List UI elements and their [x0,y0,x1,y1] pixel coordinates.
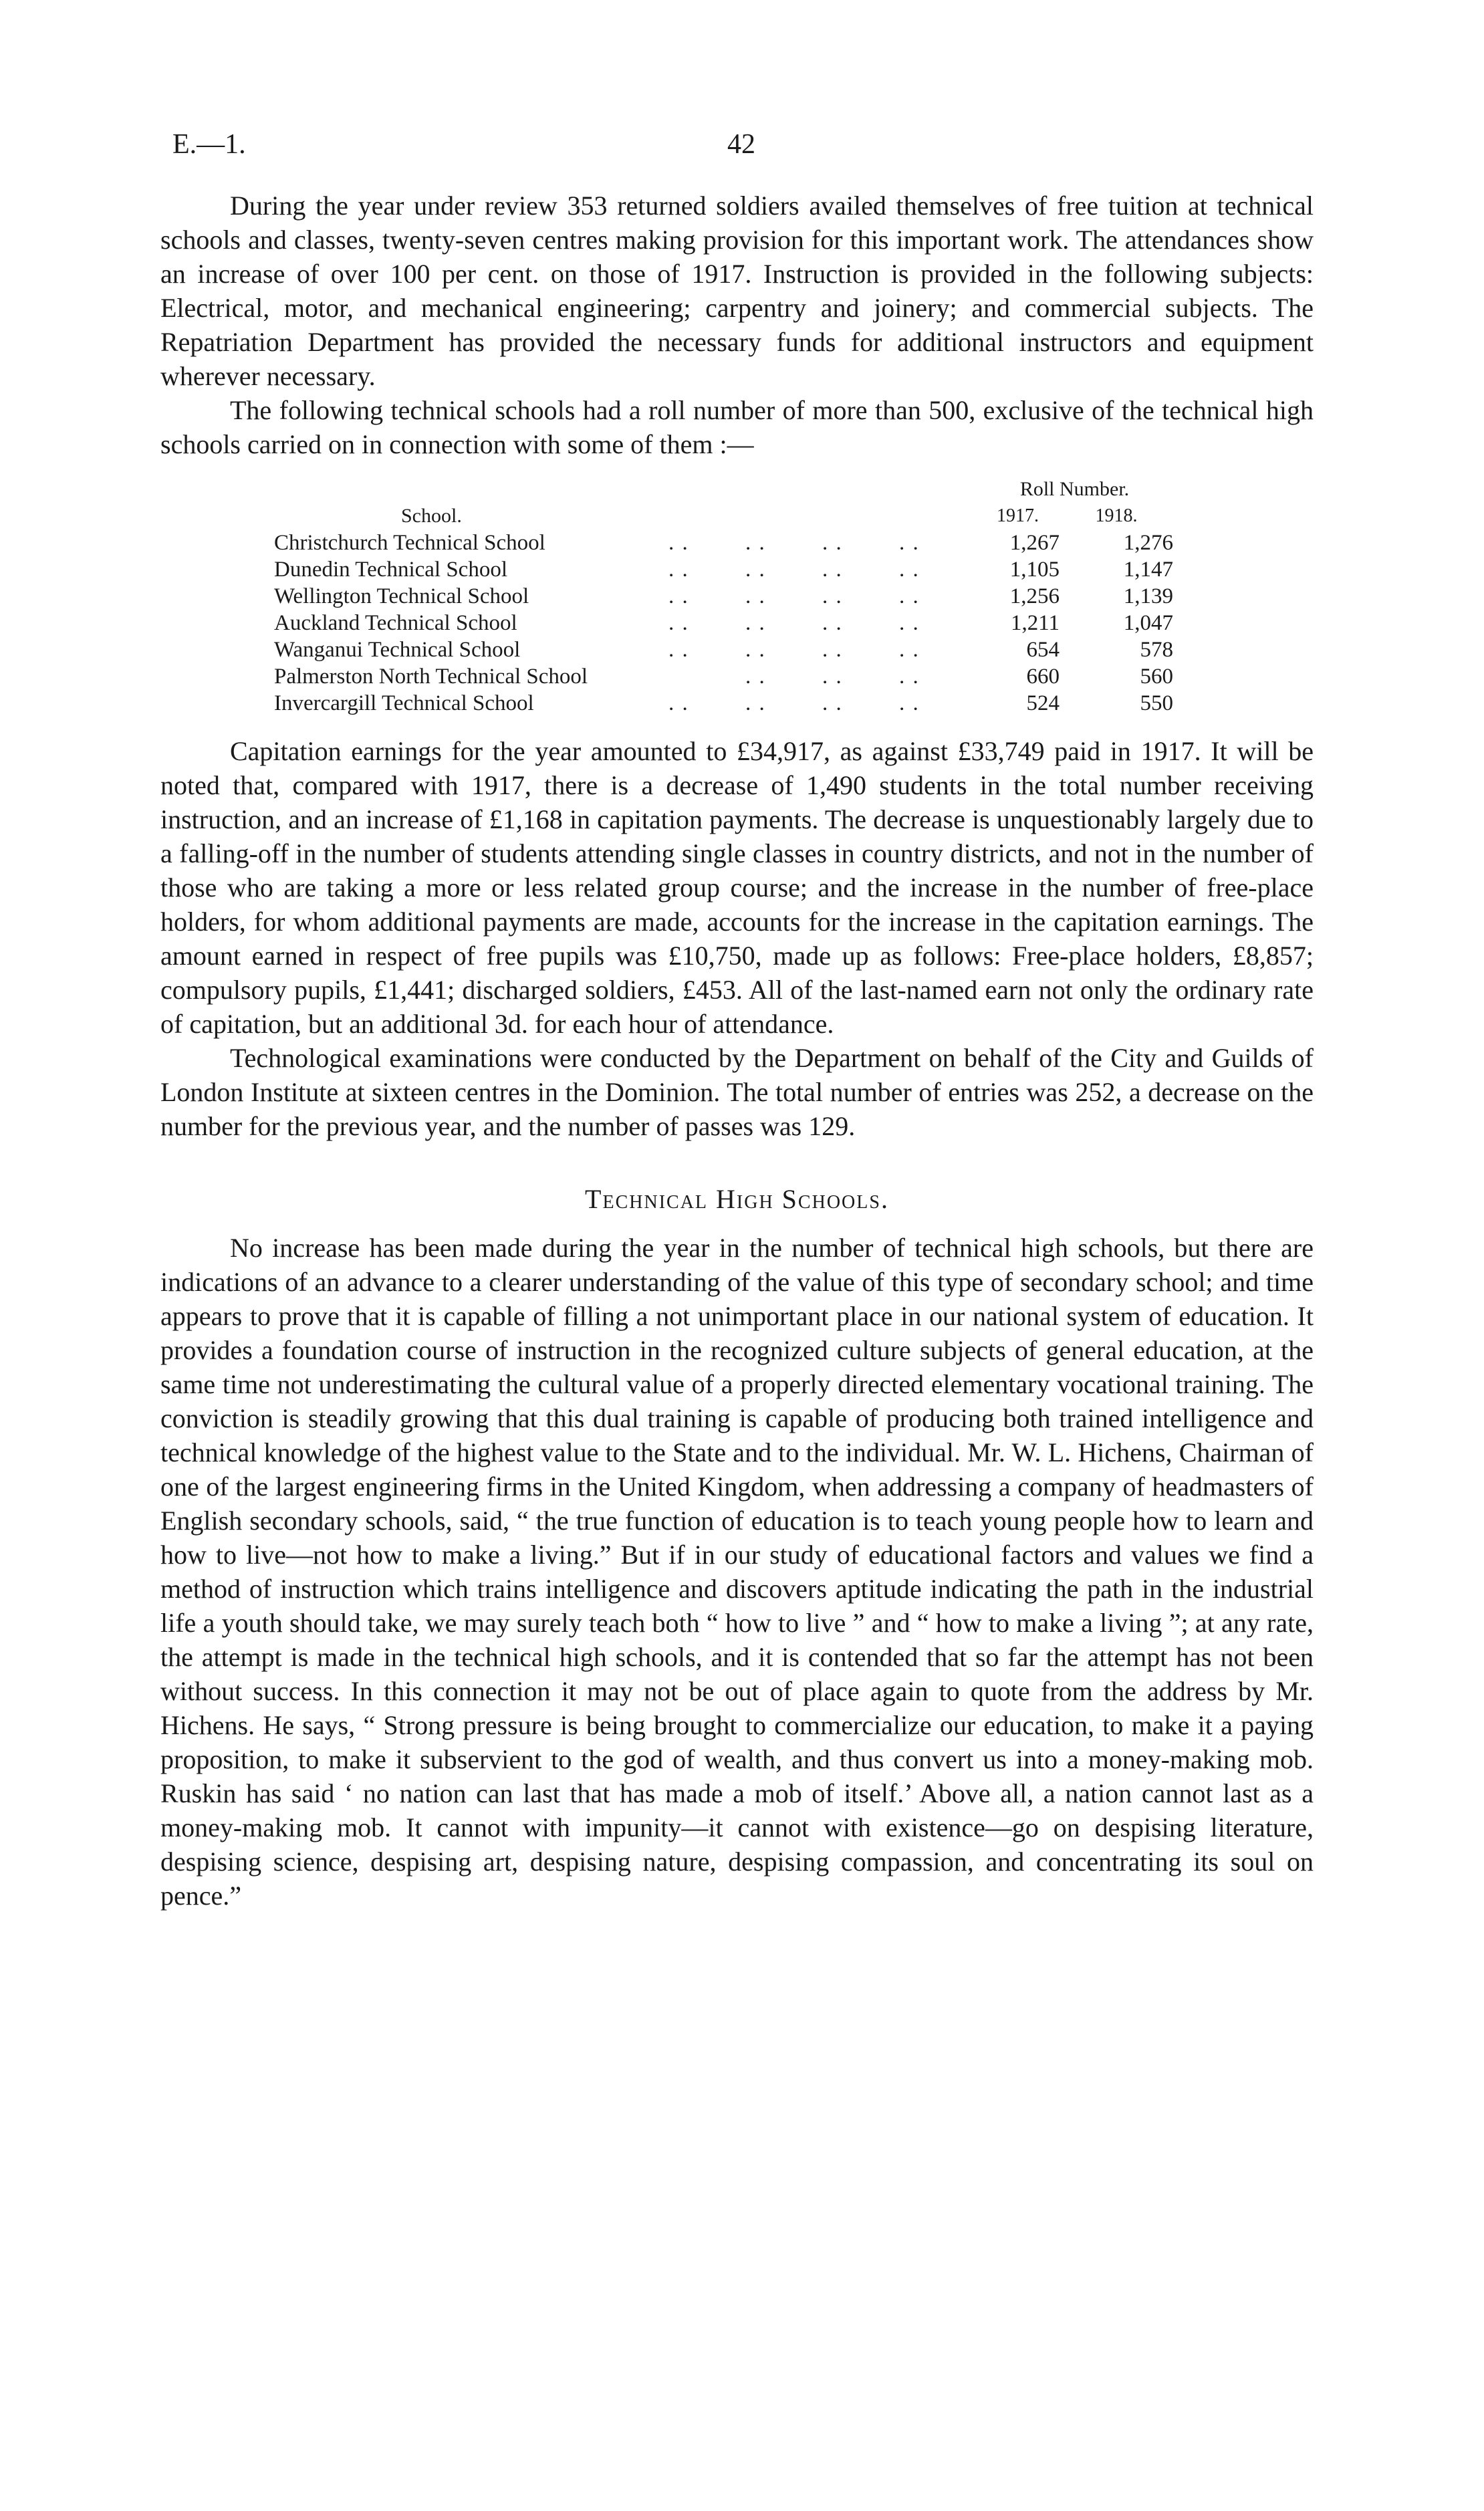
school-name: Invercargill Technical School [274,691,534,715]
school-column-header: School. [401,505,462,527]
table-row [274,636,1173,663]
roll-1918: 1,276 [1123,531,1173,555]
paragraph-technological-exams: Technological examinations were conducted by the Department on behalf of the City and Guilds of London Institute at sixteen centres in the Dominion. The total number of entries was 252, a decrease on the number for the previous year, and the number of passes was 129. [160,1043,1314,1141]
school-name: Wanganui Technical School [274,638,521,662]
leader-dots: . . . . . . . . [668,611,920,635]
paragraph-technical-high-schools: No increase has been made during the year in the number of technical high schools, but there are indications of an advance to a clearer understanding of the value of this type of secondary school; and time appears to prove that it is capable of filling a not unimportant place in our national system of education. It provides a foundation course of instruction in the recognized culture subjects of general education, at the same time not underestimating the cultural value of a properly directed elementary vocational training. The conviction is steadily growing that this dual training is capable of producing both trained intelligence and technical knowledge of the highest value to the State and to the individual. Mr. W. L. Hichens, Chairman of one of the largest engineering firms in the United Kingdom, when addressing a company of headmasters of English secondary schools, said, “ the true function of education is to teach young people how to learn and how to live—not how to make a living.” But if in our study of educational factors and values we find a method of instruction which trains intelligence and discovers aptitude indicating the path in the industrial life a youth should take, we may surely teach both “ how to live ” and “ how to make a living ”; at any rate, the attempt is made in the technical high schools, and it is contended that so far the attempt has not been without success. In this connection it may not be out of place again to quote from the address by Mr. Hichens. He says, “ Strong pressure is being brought to commercialize our education, to make it a paying proposition, to make it subservient to the god of wealth, and thus convert us into a money-making mob. Ruskin has said ‘ no nation can last that has made a mob of itself.’ Above all, a nation cannot last as a money-making mob. It cannot with impunity—it cannot with existence—go on despising literature, despising science, despising art, despising nature, despising compassion, and concentrating its soul on pence.” [160,1233,1314,1911]
roll-1917: 1,256 [1009,584,1060,608]
school-name: Auckland Technical School [274,611,517,635]
table-header-row [274,476,1173,503]
leader-dots: . . . . . . . . [668,691,920,715]
roll-1917: 524 [1026,691,1060,715]
page-body [160,189,1314,1913]
leader-dots: . . . . . . . . [668,584,920,608]
section-heading: Technical High Schools. [585,1184,889,1214]
leader-dots: . . . . . . . . [668,558,920,582]
roll-1917: 1,267 [1009,531,1060,555]
school-name: Palmerston North Technical School [274,665,588,689]
roll-1918: 1,147 [1123,558,1173,582]
table-row [274,529,1173,556]
year-1918-header: 1918. [1095,505,1138,526]
roll-1917: 660 [1026,665,1060,689]
roll-1917: 654 [1026,638,1060,662]
table-row [274,690,1173,717]
school-name: Christchurch Technical School [274,531,545,555]
roll-1918: 578 [1140,638,1173,662]
year-1917-header: 1917. [997,505,1039,526]
leader-dots: . . . . . . . . [668,638,920,662]
leader-dots: . . . . . . . . [668,531,920,555]
school-name: Dunedin Technical School [274,558,507,582]
page-number: 42 [727,129,755,160]
roll-1917: 1,211 [1010,611,1060,635]
paragraph-roll-intro: The following technical schools had a roll number of more than 500, exclusive of the technical high schools carried on in connection with some of them :— [160,395,1314,459]
school-name: Wellington Technical School [274,584,529,608]
paragraph-capitation: Capitation earnings for the year amounted to £34,917, as against £33,749 paid in 1917. It will be noted that, compared with 1917, there is a decrease of 1,490 students in the total number receiving instruction, and an increase of £1,168 in capitation payments. The decrease is unquestionably largely due to a falling-off in the number of students attending single classes in country districts, and not in the number of those who are taking a more or less related group course; and the increase in the number of free-place holders, for whom additional payments are made, accounts for the increase in the capitation earnings. The amount earned in respect of free pupils was £10,750, made up as follows: Free-place holders, £8,857; compulsory pupils, £1,441; discharged soldiers, £453. All of the last-named earn not only the ordinary rate of capitation, but an additional 3d. for each hour of attendance. [160,736,1314,1039]
roll-number-header: Roll Number. [1019,478,1130,500]
table-row [274,610,1173,636]
roll-1918: 1,139 [1123,584,1173,608]
roll-1917: 1,105 [1009,558,1060,582]
roll-1918: 560 [1140,665,1173,689]
leader-dots: . . . . . . [745,665,920,689]
table-row [274,663,1173,690]
roll-number-table [274,476,1173,717]
table-row [274,556,1173,583]
roll-1918: 1,047 [1123,611,1173,635]
document-reference: E.—1. [172,129,246,160]
roll-1918: 550 [1140,691,1173,715]
page-header [172,128,1309,168]
paragraph-returned-soldiers: During the year under review 353 returned soldiers availed themselves of free tuition at technical schools and classes, twenty-seven centres making provision for this important work. The attendances show an increase of over 100 per cent. on those of 1917. Instruction is provided in the following subjects: Electrical, motor, and mechanical engineering; carpentry and joinery; and commercial subjects. The Repatriation Department has provided the necessary funds for additional instructors and equipment wherever necessary. [160,191,1314,391]
table-row [274,583,1173,610]
